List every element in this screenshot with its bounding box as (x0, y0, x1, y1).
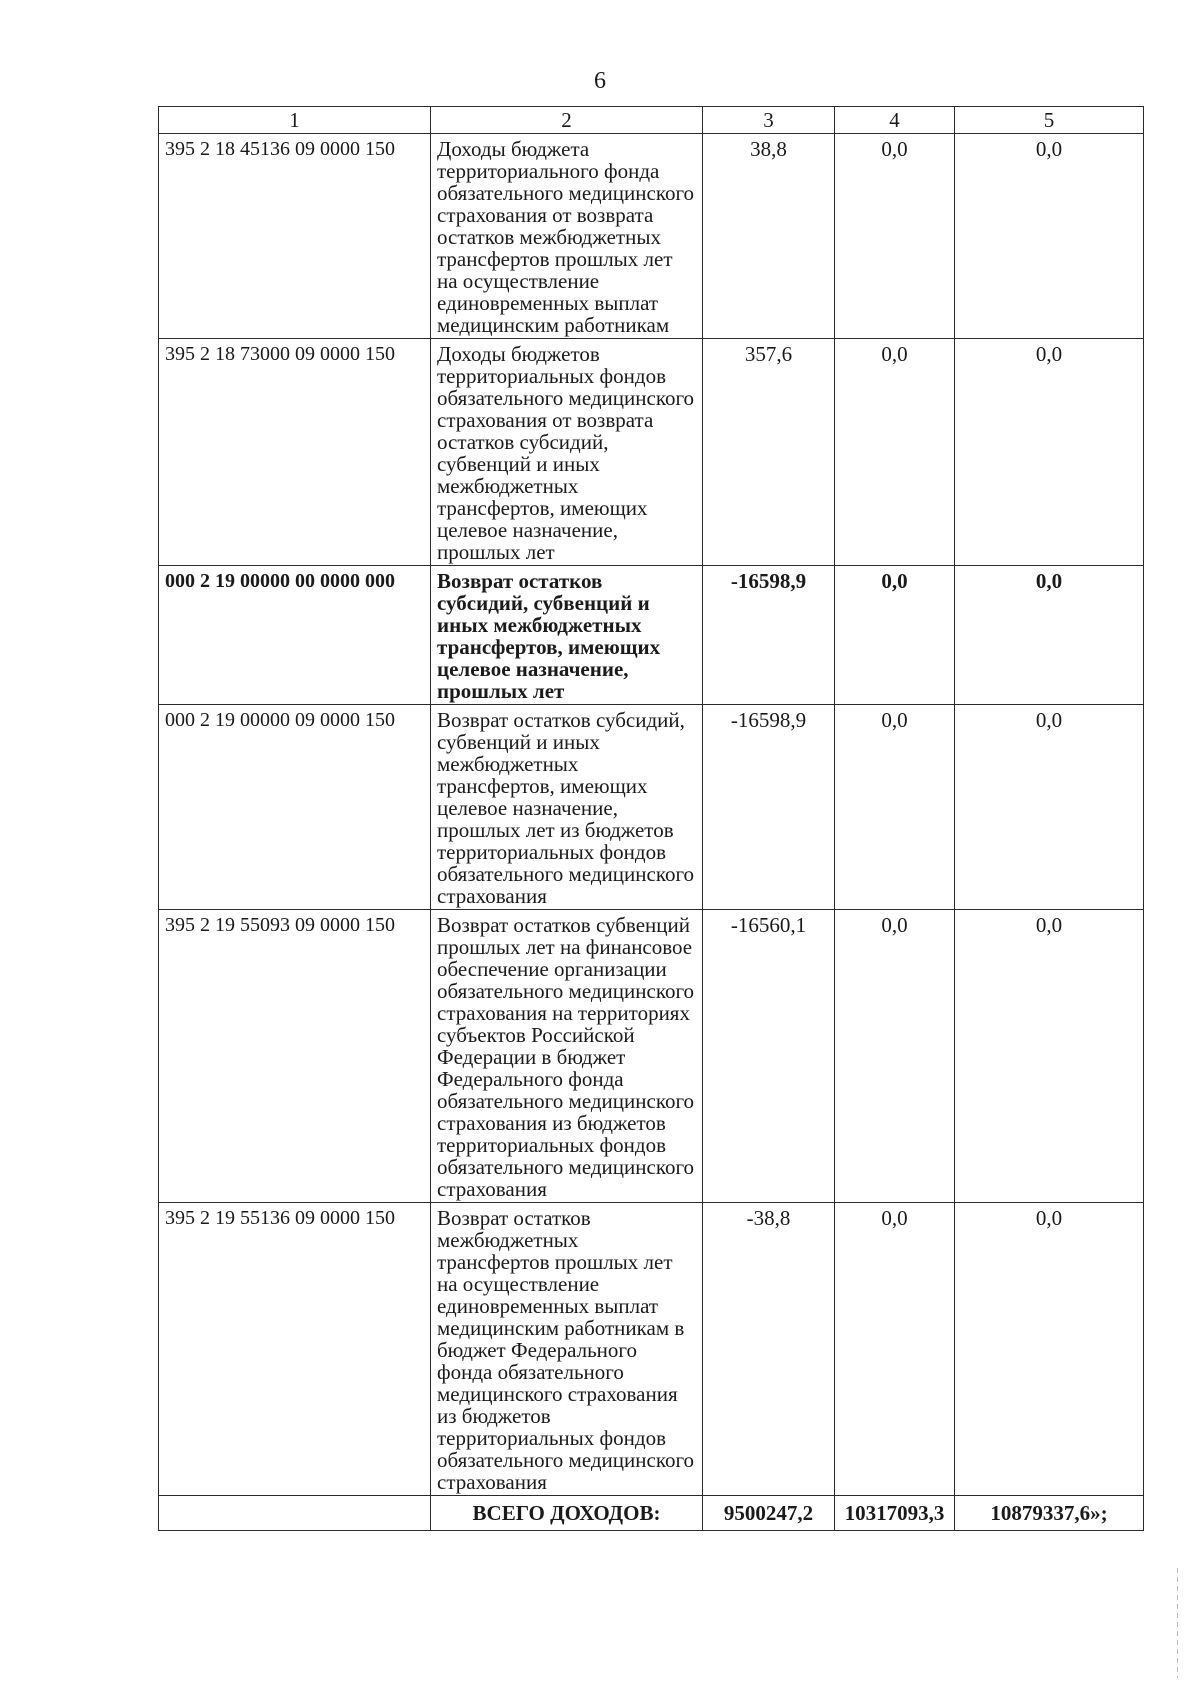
table-header-row (159, 107, 1144, 134)
amount-col5: 0,0 (955, 134, 1144, 339)
amount-col4: 0,0 (835, 566, 955, 705)
total-row (159, 1496, 1144, 1531)
budget-code: 395 2 18 45136 09 0000 150 (159, 134, 431, 339)
table-row (159, 339, 1144, 566)
amount-col5: 0,0 (955, 1203, 1144, 1496)
header-cell: 3 (703, 107, 835, 134)
table-row (159, 134, 1144, 339)
amount-col3: -38,8 (703, 1203, 835, 1496)
header-cell: 5 (955, 107, 1144, 134)
total-col5: 10879337,6»; (955, 1496, 1144, 1531)
amount-col3: 357,6 (703, 339, 835, 566)
budget-code: 395 2 19 55093 09 0000 150 (159, 910, 431, 1203)
amount-col3: 38,8 (703, 134, 835, 339)
budget-code: 395 2 18 73000 09 0000 150 (159, 339, 431, 566)
header-cell: 2 (431, 107, 703, 134)
total-code (159, 1496, 431, 1531)
table-row (159, 1203, 1144, 1496)
amount-col5: 0,0 (955, 566, 1144, 705)
amount-col3: -16598,9 (703, 705, 835, 910)
budget-code: 000 2 19 00000 09 0000 150 (159, 705, 431, 910)
revenue-name: Возврат остатков субвенций прошлых лет на финансовое обеспечение организации обязательного медицинского страхования на территориях субъектов Российской Федерации в бюджет Федерального фонда обязательного медицинского страхования из бюджетов территориальных фондов обязательного медицинского страхования (431, 910, 703, 1203)
amount-col4: 0,0 (835, 705, 955, 910)
budget-code: 000 2 19 00000 00 0000 000 (159, 566, 431, 705)
revenue-name: Возврат остатков субсидий, субвенций и иных межбюджетных трансфертов, имеющих целевое назначение, прошлых лет (431, 566, 703, 705)
table-row-group (159, 566, 1144, 705)
page-number: 6 (594, 68, 606, 94)
table-row (159, 705, 1144, 910)
revenue-name: Возврат остатков субсидий, субвенций и иных межбюджетных трансфертов, имеющих целевое назначение, прошлых лет из бюджетов территориальных фондов обязательного медицинского страхования (431, 705, 703, 910)
revenue-name: Доходы бюджетов территориальных фондов обязательного медицинского страхования от возврата остатков субсидий, субвенций и иных межбюджетных трансфертов, имеющих целевое назначение, прошлых лет (431, 339, 703, 566)
amount-col4: 0,0 (835, 339, 955, 566)
amount-col3: -16560,1 (703, 910, 835, 1203)
budget-code: 395 2 19 55136 09 0000 150 (159, 1203, 431, 1496)
amount-col4: 0,0 (835, 910, 955, 1203)
scan-margin-line (1177, 1568, 1178, 1678)
amount-col3: -16598,9 (703, 566, 835, 705)
header-cell: 1 (159, 107, 431, 134)
amount-col5: 0,0 (955, 339, 1144, 566)
header-cell: 4 (835, 107, 955, 134)
amount-col4: 0,0 (835, 134, 955, 339)
amount-col5: 0,0 (955, 705, 1144, 910)
revenue-name: Доходы бюджета территориального фонда обязательного медицинского страхования от возврата остатков межбюджетных трансфертов прошлых лет на осуществление единовременных выплат медицинским работникам (431, 134, 703, 339)
table-row (159, 910, 1144, 1203)
total-label: ВСЕГО ДОХОДОВ: (431, 1496, 703, 1531)
amount-col4: 0,0 (835, 1203, 955, 1496)
revenue-table (158, 106, 1144, 1531)
total-col3: 9500247,2 (703, 1496, 835, 1531)
amount-col5: 0,0 (955, 910, 1144, 1203)
total-col4: 10317093,3 (835, 1496, 955, 1531)
revenue-name: Возврат остатков межбюджетных трансфертов прошлых лет на осуществление единовременных выплат медицинским работникам в бюджет Федерального фонда обязательного медицинского страхования из бюджетов территориальных фондов обязательного медицинского страхования (431, 1203, 703, 1496)
